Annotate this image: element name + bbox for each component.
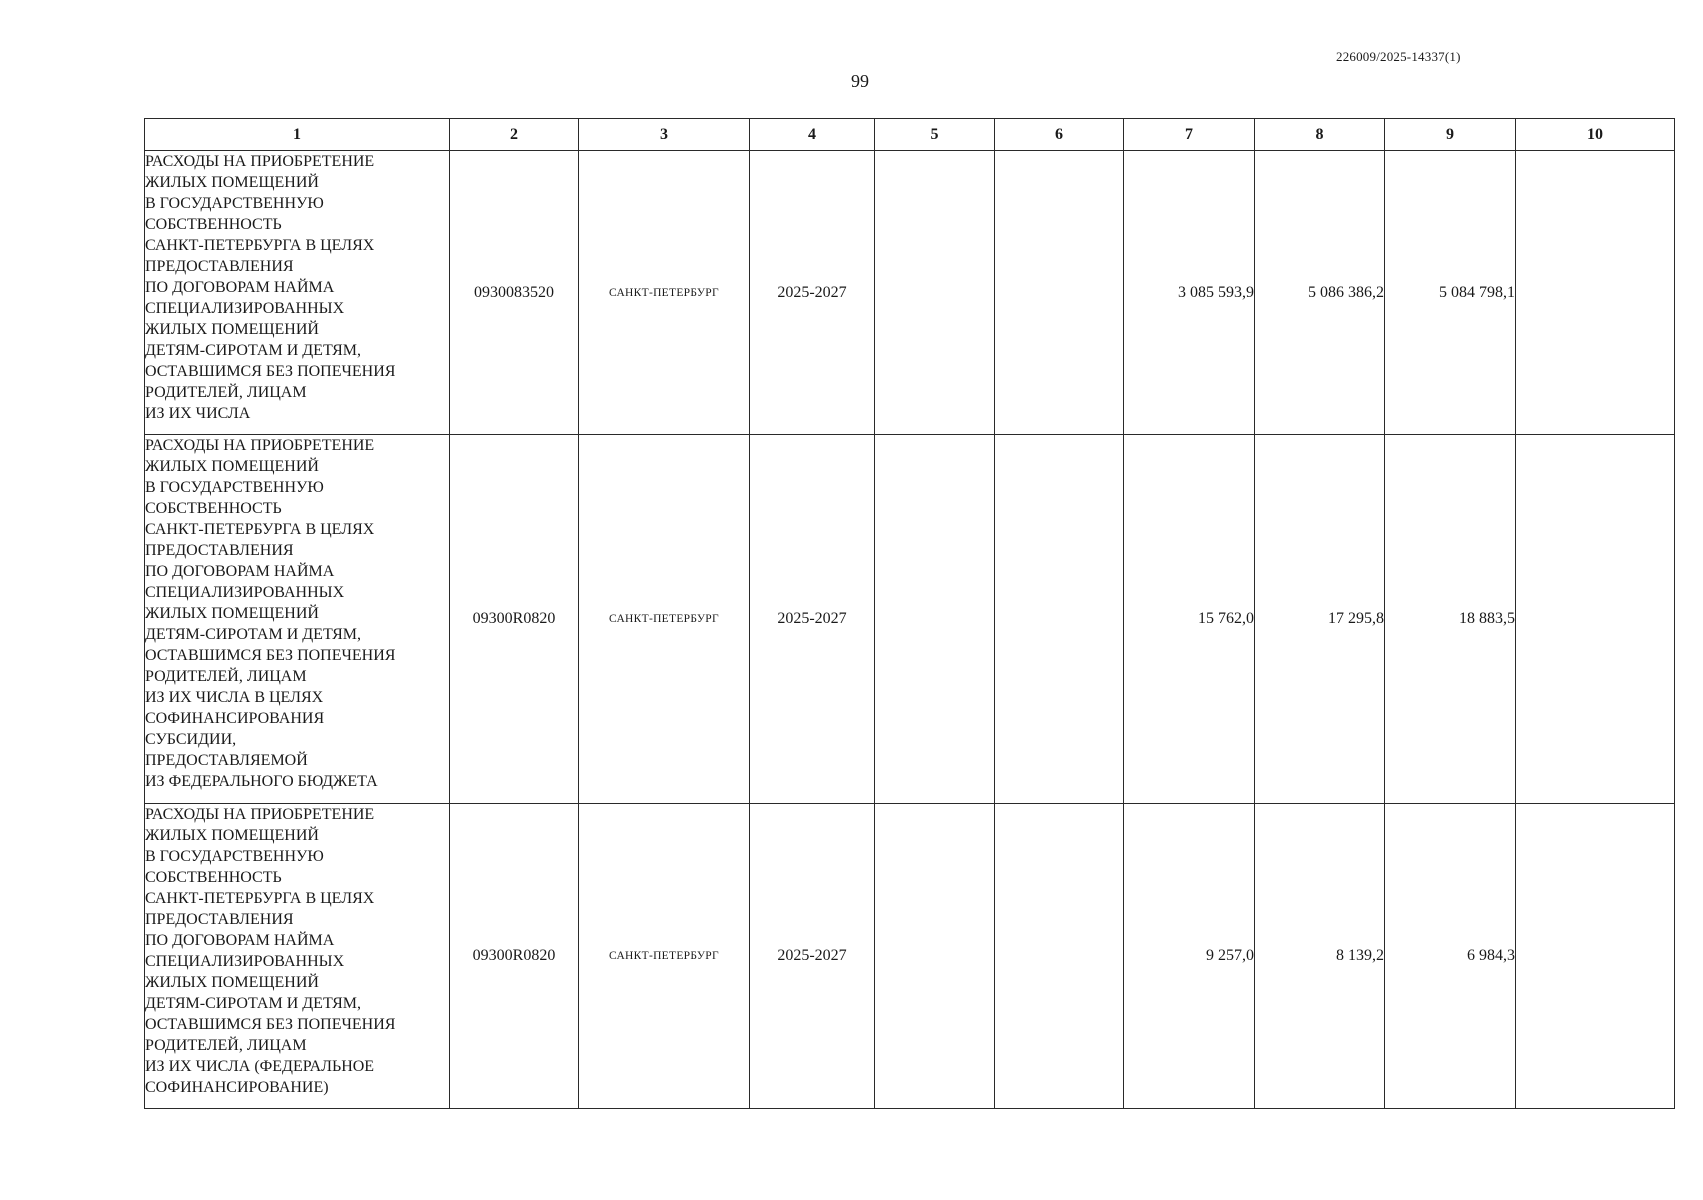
row-code: 0930083520 <box>450 151 579 435</box>
row-description: РАСХОДЫ НА ПРИОБРЕТЕНИЕ ЖИЛЫХ ПОМЕЩЕНИЙ В ГОСУДАРСТВЕННУЮ СОБСТВЕННОСТЬ САНКТ-ПЕТЕРБУРГА В ЦЕЛЯХ ПРЕДОСТАВЛЕНИЯ ПО ДОГОВОРАМ НАЙМА СПЕЦИАЛИЗИРОВАННЫХ ЖИЛЫХ ПОМЕЩЕНИЙ ДЕТЯМ-СИРОТАМ И ДЕТЯМ, ОСТАВШИМСЯ БЕЗ ПОПЕЧЕНИЯ РОДИТЕЛЕЙ, ЛИЦАМ ИЗ ИХ ЧИСЛА (ФЕДЕРАЛЬНОЕ СОФИНАНСИРОВАНИЕ) <box>145 804 450 1109</box>
column-header-7: 7 <box>1124 119 1255 151</box>
row-years: 2025-2027 <box>750 804 875 1109</box>
row-col10 <box>1516 151 1675 435</box>
column-header-8: 8 <box>1255 119 1385 151</box>
row-col8: 5 086 386,2 <box>1255 151 1385 435</box>
row-col8: 8 139,2 <box>1255 804 1385 1109</box>
row-col5 <box>875 804 995 1109</box>
row-code: 09300R0820 <box>450 435 579 804</box>
row-description: РАСХОДЫ НА ПРИОБРЕТЕНИЕ ЖИЛЫХ ПОМЕЩЕНИЙ В ГОСУДАРСТВЕННУЮ СОБСТВЕННОСТЬ САНКТ-ПЕТЕРБУРГА В ЦЕЛЯХ ПРЕДОСТАВЛЕНИЯ ПО ДОГОВОРАМ НАЙМА СПЕЦИАЛИЗИРОВАННЫХ ЖИЛЫХ ПОМЕЩЕНИЙ ДЕТЯМ-СИРОТАМ И ДЕТЯМ, ОСТАВШИМСЯ БЕЗ ПОПЕЧЕНИЯ РОДИТЕЛЕЙ, ЛИЦАМ ИЗ ИХ ЧИСЛА В ЦЕЛЯХ СОФИНАНСИРОВАНИЯ СУБСИДИИ, ПРЕДОСТАВЛЯЕМОЙ ИЗ ФЕДЕРАЛЬНОГО БЮДЖЕТА <box>145 435 450 804</box>
row-col10 <box>1516 435 1675 804</box>
table-row <box>145 804 1675 1109</box>
table-row <box>145 435 1675 804</box>
row-col9: 6 984,3 <box>1385 804 1516 1109</box>
row-territory: САНКТ-ПЕТЕРБУРГ <box>579 151 750 435</box>
column-header-2: 2 <box>450 119 579 151</box>
column-header-4: 4 <box>750 119 875 151</box>
row-col6 <box>995 804 1124 1109</box>
document-id: 226009/2025-14337(1) <box>1336 49 1461 64</box>
column-header-5: 5 <box>875 119 995 151</box>
column-header-6: 6 <box>995 119 1124 151</box>
column-header-3: 3 <box>579 119 750 151</box>
row-col5 <box>875 435 995 804</box>
row-col8: 17 295,8 <box>1255 435 1385 804</box>
column-header-1: 1 <box>145 119 450 151</box>
row-col5 <box>875 151 995 435</box>
row-territory: САНКТ-ПЕТЕРБУРГ <box>579 804 750 1109</box>
row-description: РАСХОДЫ НА ПРИОБРЕТЕНИЕ ЖИЛЫХ ПОМЕЩЕНИЙ В ГОСУДАРСТВЕННУЮ СОБСТВЕННОСТЬ САНКТ-ПЕТЕРБУРГА В ЦЕЛЯХ ПРЕДОСТАВЛЕНИЯ ПО ДОГОВОРАМ НАЙМА СПЕЦИАЛИЗИРОВАННЫХ ЖИЛЫХ ПОМЕЩЕНИЙ ДЕТЯМ-СИРОТАМ И ДЕТЯМ, ОСТАВШИМСЯ БЕЗ ПОПЕЧЕНИЯ РОДИТЕЛЕЙ, ЛИЦАМ ИЗ ИХ ЧИСЛА <box>145 151 450 435</box>
column-header-9: 9 <box>1385 119 1516 151</box>
row-col7: 15 762,0 <box>1124 435 1255 804</box>
row-years: 2025-2027 <box>750 435 875 804</box>
row-col6 <box>995 151 1124 435</box>
row-years: 2025-2027 <box>750 151 875 435</box>
row-col7: 9 257,0 <box>1124 804 1255 1109</box>
budget-table <box>144 118 1675 1109</box>
row-territory: САНКТ-ПЕТЕРБУРГ <box>579 435 750 804</box>
row-col10 <box>1516 804 1675 1109</box>
row-col6 <box>995 435 1124 804</box>
page-number: 99 <box>851 71 869 91</box>
header-row <box>145 119 1675 151</box>
row-col7: 3 085 593,9 <box>1124 151 1255 435</box>
table-row <box>145 151 1675 435</box>
row-code: 09300R0820 <box>450 804 579 1109</box>
column-header-10: 10 <box>1516 119 1675 151</box>
row-col9: 18 883,5 <box>1385 435 1516 804</box>
row-col9: 5 084 798,1 <box>1385 151 1516 435</box>
